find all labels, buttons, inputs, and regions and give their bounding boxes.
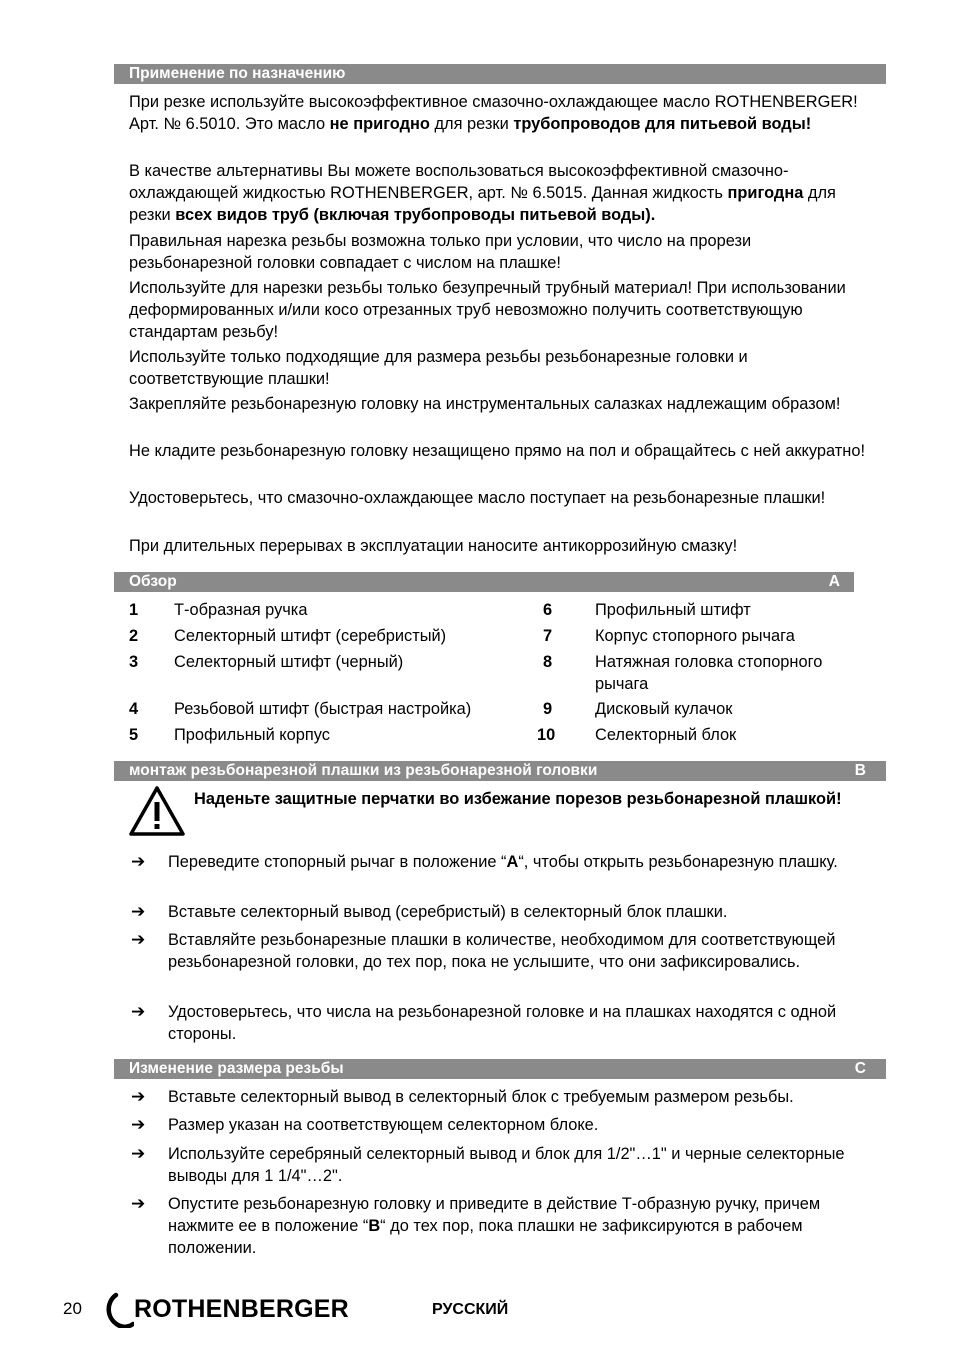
arrow-right-icon: ➔ bbox=[131, 930, 146, 949]
brand-name: ROTHENBERGER bbox=[134, 1295, 349, 1323]
arrow-right-icon: ➔ bbox=[131, 1002, 146, 1021]
paragraph-corrosion: При длительных перерывах в эксплуатации наносите антикоррозийную смазку! bbox=[129, 537, 738, 555]
section-header-thread-size-change bbox=[114, 1059, 886, 1079]
item-label: Резьбовой штифт (быстрая настройка) bbox=[174, 700, 472, 718]
item-number: 3 bbox=[129, 653, 139, 671]
page-number: 20 bbox=[63, 1299, 82, 1318]
section-header-intended-use bbox=[114, 64, 886, 84]
item-label: Селекторный штифт (черный) bbox=[174, 653, 404, 671]
item-number: 4 bbox=[129, 700, 139, 718]
step-text: Размер указан на соответствующем селекторном блоке. bbox=[168, 1116, 599, 1134]
brand-logo bbox=[104, 1290, 354, 1328]
item-number: 1 bbox=[129, 601, 139, 619]
step-text: Вставьте селекторный вывод (серебристый) в селекторный блок плашки. bbox=[168, 903, 728, 921]
step-text: Переведите стопорный рычаг в положение “A“, чтобы открыть резьбонарезную плашку. bbox=[168, 853, 838, 871]
section-header-overview bbox=[114, 572, 854, 592]
figure-letter: B bbox=[854, 762, 866, 779]
paragraph-suitable-heads: Используйте только подходящие для размера резьбы резьбонарезные головки и соответствующие плашки! bbox=[129, 348, 748, 388]
item-number: 10 bbox=[537, 726, 556, 744]
brand-swoosh-icon bbox=[104, 1292, 134, 1328]
section-title: Применение по назначению bbox=[129, 65, 346, 82]
warning-triangle-icon bbox=[128, 785, 186, 837]
item-label: Селекторный блок bbox=[595, 726, 737, 744]
arrow-right-icon: ➔ bbox=[131, 1087, 146, 1106]
paragraph-handle-carefully: Не кладите резьбонарезную головку незащищено прямо на пол и обращайтесь с ней аккуратно! bbox=[129, 442, 865, 460]
section-title: Обзор bbox=[129, 573, 177, 590]
item-label: Т-образная ручка bbox=[174, 601, 308, 619]
item-number: 6 bbox=[543, 601, 553, 619]
step-text: Вставляйте резьбонарезные плашки в количестве, необходимом для соответствующей резьбонарезной головки, до тех пор, пока не услышите, что они зафиксировались. bbox=[168, 931, 836, 971]
paragraph-oil: При резке используйте высокоэффективное смазочно-охлаждающее масло ROTHENBERGER! Арт. № 6.5010. Это масло не пригодно для резки трубопроводов для питьевой воды! bbox=[129, 93, 858, 133]
paragraph-oil-supply: Удостоверьтесь, что смазочно-охлаждающее масло поступает на резьбонарезные плашки! bbox=[129, 489, 826, 507]
item-number: 7 bbox=[543, 627, 553, 645]
item-number: 2 bbox=[129, 627, 139, 645]
step-text: Используйте серебряный селекторный вывод и блок для 1/2"…1" и черные селекторные выводы для 1 1/4"…2". bbox=[168, 1145, 845, 1185]
step-text: Вставьте селекторный вывод в селекторный блок с требуемым размером резьбы. bbox=[168, 1088, 794, 1106]
item-label: Профильный корпус bbox=[174, 726, 330, 744]
language-label: РУССКИЙ bbox=[432, 1301, 509, 1318]
section-title: монтаж резьбонарезной плашки из резьбонарезной головки bbox=[129, 762, 598, 779]
step-text: Удостоверьтесь, что числа на резьбонарезной головке и на плашках находятся с одной стороны. bbox=[168, 1003, 837, 1043]
step-text: Опустите резьбонарезную головку и приведите в действие Т-образную ручку, причем нажмите ее в положение “B“ до тех пор, пока плашки не зафиксируются в рабочем положении. bbox=[168, 1195, 821, 1257]
figure-letter: A bbox=[828, 573, 840, 590]
figure-letter: C bbox=[854, 1060, 866, 1077]
arrow-right-icon: ➔ bbox=[131, 852, 146, 871]
item-label: Профильный штифт bbox=[595, 601, 751, 619]
arrow-right-icon: ➔ bbox=[131, 1144, 146, 1163]
item-label: Селекторный штифт (серебристый) bbox=[174, 627, 447, 645]
section-title: Изменение размера резьбы bbox=[129, 1060, 344, 1077]
paragraph-pipe-material: Используйте для нарезки резьбы только безупречный трубный материал! При использовании деформированных и/или косо отрезанных труб невозможно получить соответствующую стандартам резьбу! bbox=[129, 279, 846, 341]
item-label: Корпус стопорного рычага bbox=[595, 627, 795, 645]
arrow-right-icon: ➔ bbox=[131, 902, 146, 921]
item-label: Натяжная головка стопорного рычага bbox=[595, 653, 823, 693]
item-number: 5 bbox=[129, 726, 139, 744]
paragraph-fix-head: Закрепляйте резьбонарезную головку на инструментальных салазках надлежащим образом! bbox=[129, 395, 841, 413]
item-label: Дисковый кулачок bbox=[595, 700, 733, 718]
section-header-die-mounting bbox=[114, 761, 886, 781]
item-number: 9 bbox=[543, 700, 553, 718]
warning-text: Наденьте защитные перчатки во избежание порезов резьбонарезной плашкой! bbox=[194, 790, 842, 808]
item-number: 8 bbox=[543, 653, 553, 671]
paragraph-thread-match: Правильная нарезка резьбы возможна только при условии, что число на прорези резьбонарезной головки совпадает с числом на плашке! bbox=[129, 232, 752, 272]
paragraph-alternative-fluid: В качестве альтернативы Вы можете воспользоваться высокоэффективной смазочно-охлаждающей жидкостью ROTHENBERGER, арт. № 6.5015. Данная жидкость пригодна для резки всех видов труб (включая трубопроводы питьевой воды). bbox=[129, 162, 836, 224]
arrow-right-icon: ➔ bbox=[131, 1194, 146, 1213]
arrow-right-icon: ➔ bbox=[131, 1115, 146, 1134]
